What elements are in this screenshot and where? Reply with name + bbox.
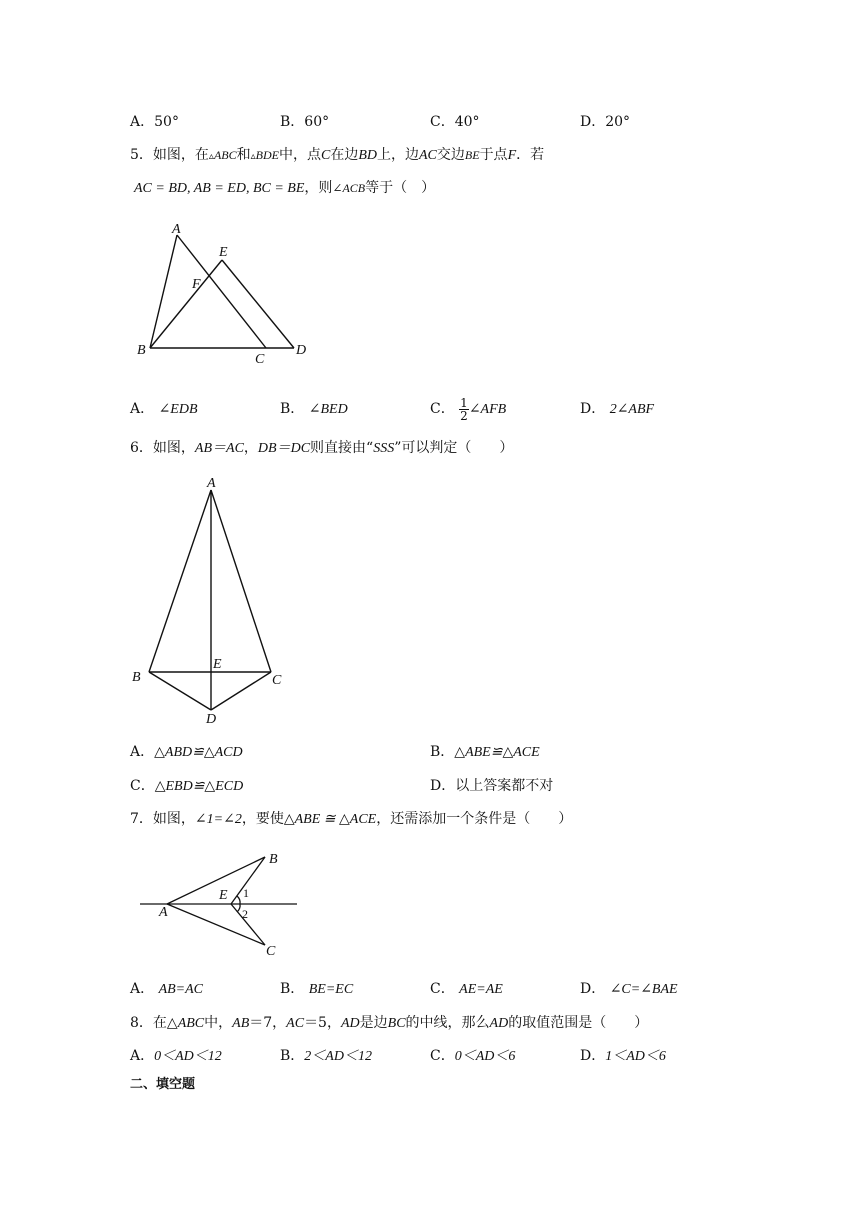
q6-segment-cd [211,672,271,710]
q5-option-c[interactable]: C． $\frac{1}{2}$ ∠AFB [430,395,507,423]
q5-option-d[interactable]: D． 2∠ABF [580,401,655,417]
q5-label-e: E [219,245,228,260]
q7-figure [135,845,305,965]
triangle-icon: ▵ [208,151,214,162]
q4-option-c[interactable]: C．40° [430,114,480,130]
q5-option-b[interactable]: B． ∠BED [280,401,348,417]
q6-label-c: C [272,673,282,688]
q6-option-a[interactable]: A．△ABD≌△ACD [130,744,243,760]
q5-label-f: F [192,277,201,292]
q7-option-a[interactable]: A． AB=AC [130,981,204,997]
q7-angle-arc-1 [237,896,240,904]
q7-segment-ac [167,904,265,945]
q7-angle-arc-2 [237,904,240,912]
q4-option-a[interactable]: A．50° [130,114,179,130]
q8-option-a[interactable]: A．0＜AD＜12 [130,1048,222,1064]
q7-label-1: 1 [243,886,249,900]
q8-option-c[interactable]: C．0＜AD＜6 [430,1048,516,1064]
q6-segment-ab [149,490,211,672]
q6-option-d[interactable]: D．以上答案都不对 [430,778,554,794]
q6-segment-bd [149,672,211,710]
q7-label-e: E [219,888,228,903]
q6-figure [125,470,300,730]
triangle-icon: ▵ [250,151,256,162]
q5-label-b: B [137,343,146,358]
q5-label-d: D [296,343,307,358]
q6-label-d: D [206,712,217,727]
section-heading: 二、填空题 [130,1077,196,1092]
q5-stem-line2: AC = BD, AB = ED, BC = BE，则∠ACB等于（ ） [134,180,436,196]
q8-stem: 8．在△ABC中，AB＝7，AC＝5，AD是边BC的中线，那么AD的取值范围是（ ） [130,1015,649,1031]
q6-option-b[interactable]: B．△ABE≌△ACE [430,744,540,760]
q6-label-b: B [132,670,141,685]
q7-segment-ce [231,904,265,945]
fraction: $\frac{1}{2}$ [460,395,468,423]
q6-stem: 6．如图，AB＝AC，DB＝DC则直接由“SSS”可以判定（ ） [130,440,514,456]
q7-option-c[interactable]: C． AE=AE [430,981,503,997]
q6-option-c[interactable]: C．△EBD≌△ECD [130,778,244,794]
q5-figure [130,215,330,370]
q7-segment-ab [167,857,265,904]
q7-stem: 7．如图，∠1=∠2，要使△ABE ≅ △ACE，还需添加一个条件是（ ） [130,811,573,827]
q4-option-b[interactable]: B．60° [280,114,330,130]
q8-option-d[interactable]: D．1＜AD＜6 [580,1048,666,1064]
q7-label-b: B [269,852,278,867]
q5-option-a[interactable]: A． ∠EDB [130,401,198,417]
q5-segment-ed [222,260,294,348]
q5-stem-line1: 5．如图，在▵ABC和▵BDE中，点C在边BD上，边AC交边BE于点F．若 [130,147,545,163]
q7-label-a: A [159,905,168,920]
q4-option-d[interactable]: D．20° [580,114,631,130]
q7-option-b[interactable]: B． BE=EC [280,981,354,997]
q6-label-e: E [213,657,222,672]
q8-option-b[interactable]: B．2＜AD＜12 [280,1048,372,1064]
q5-label-a: A [172,222,181,237]
q7-label-2: 2 [242,907,248,921]
q6-label-a: A [207,476,216,491]
q5-label-c: C [255,352,265,367]
q6-segment-ac [211,490,271,672]
q7-label-c: C [266,944,276,959]
q7-option-d[interactable]: D． ∠C=∠BAE [580,981,678,997]
